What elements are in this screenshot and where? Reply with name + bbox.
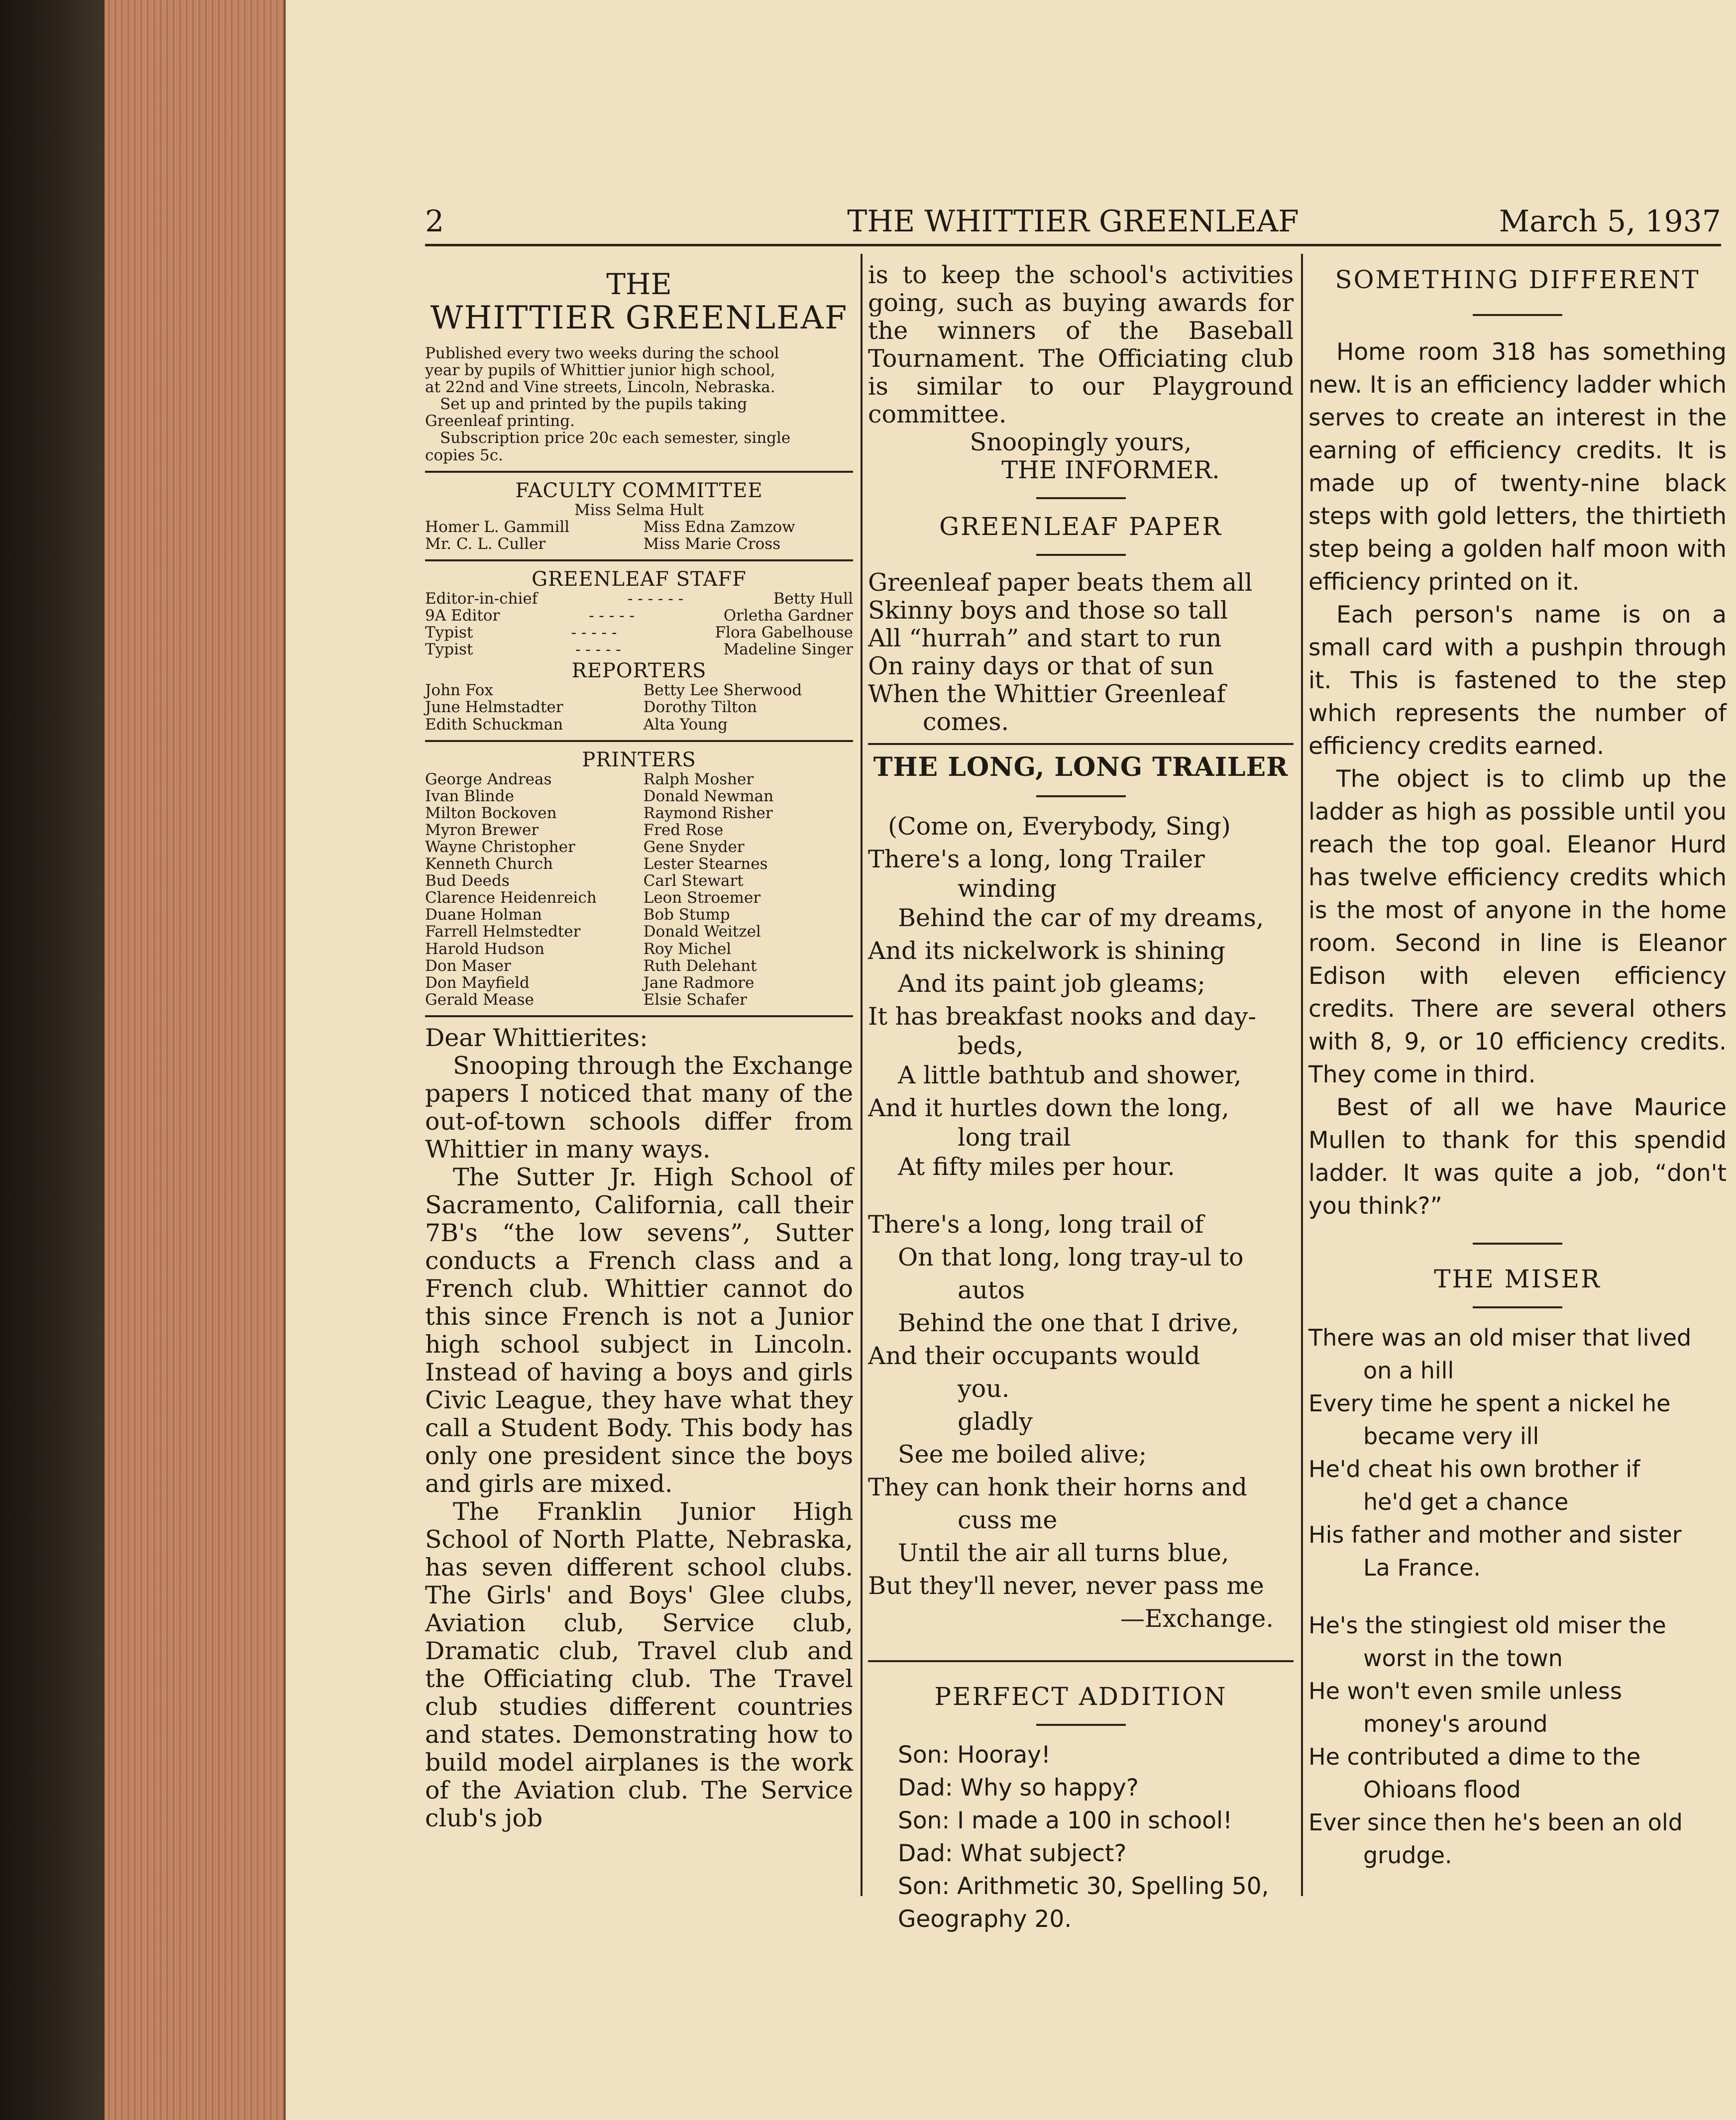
letter-salutation: Dear Whittierites: bbox=[425, 1023, 648, 1052]
dialogue-line: Dad: What subject? bbox=[898, 1840, 1127, 1867]
poem-line: autos bbox=[958, 1276, 1025, 1304]
poem-line: cuss me bbox=[958, 1506, 1058, 1534]
poem-line: See me boiled alive; bbox=[898, 1440, 1147, 1469]
article-rule bbox=[1036, 795, 1126, 797]
poem-line: On rainy days or that of sun bbox=[868, 652, 1214, 680]
printer-name: Carl Stewart bbox=[643, 872, 744, 890]
masthead-rule bbox=[425, 244, 1721, 246]
section-rule bbox=[425, 471, 853, 473]
faculty-heading: FACULTY COMMITTEE bbox=[515, 479, 763, 502]
printer-name: Fred Rose bbox=[643, 821, 724, 839]
reporter-name: Edith Schuckman bbox=[425, 715, 563, 734]
staff-name: Flora Gabelhouse bbox=[715, 624, 853, 642]
something-different-body bbox=[1308, 336, 1727, 1223]
poem-line: long trail bbox=[958, 1123, 1071, 1152]
printers-list bbox=[425, 771, 853, 1008]
poem-line: La France. bbox=[1363, 1554, 1481, 1581]
faculty-name: Homer L. Gammill bbox=[425, 518, 570, 536]
printer-name: Kenneth Church bbox=[425, 855, 553, 873]
poem-line: And their occupants would bbox=[868, 1342, 1200, 1370]
staff-dashes: - - - - - bbox=[571, 624, 617, 642]
poem-line: There's a long, long Trailer bbox=[868, 845, 1205, 873]
dialogue-line: Dad: Why so happy? bbox=[898, 1774, 1139, 1802]
printer-name: Wayne Christopher bbox=[425, 838, 575, 856]
publication-info bbox=[425, 345, 853, 464]
poem-line: gladly bbox=[958, 1407, 1033, 1436]
poem-line: And its nickelwork is shining bbox=[868, 937, 1226, 965]
pub-line: Published every two weeks during the school bbox=[425, 344, 779, 362]
newspaper-page bbox=[286, 0, 1736, 2120]
section-rule bbox=[425, 740, 853, 742]
article-paragraph: Best of all we have Maurice Mullen to thank for this spendid ladder. It was quite a job, “don't you think?” bbox=[1308, 1094, 1727, 1220]
paper-name: THE WHITTIER GREENLEAF bbox=[847, 204, 1299, 239]
miser-poem bbox=[1308, 1321, 1727, 1872]
reporter-name: Alta Young bbox=[643, 715, 728, 734]
article-paragraph: Home room 318 has something new. It is an efficiency ladder which serves to create an interest in the earning of efficiency credits. It is made up of twenty-nine black steps with gold letters, the thirtieth step being a golden half moon with efficiency printed on it. bbox=[1308, 338, 1727, 596]
poem-line: But they'll never, never pass me bbox=[868, 1572, 1264, 1600]
reporters-heading: REPORTERS bbox=[571, 659, 707, 683]
reporter-name: Betty Lee Sherwood bbox=[643, 681, 802, 700]
poem-line: All “hurrah” and start to run bbox=[868, 624, 1222, 652]
article-paragraph: Each person's name is on a small card with a pushpin through it. This is fastened to the step which represents the number of efficiency credits earned. bbox=[1308, 601, 1727, 760]
printer-name: Bud Deeds bbox=[425, 872, 510, 890]
printer-name: Don Maser bbox=[425, 956, 511, 975]
poem-line: On that long, long tray-ul to bbox=[898, 1243, 1244, 1272]
poem-line: There was an old miser that lived bbox=[1308, 1324, 1692, 1351]
faculty-name: Miss Marie Cross bbox=[643, 534, 781, 553]
poem-line: Ohioans flood bbox=[1363, 1776, 1521, 1803]
printer-name: Ralph Mosher bbox=[643, 770, 754, 788]
poem-line: At fifty miles per hour. bbox=[898, 1153, 1175, 1181]
printer-name: Donald Newman bbox=[643, 787, 774, 805]
book-binding bbox=[0, 0, 105, 2120]
section-rule bbox=[868, 743, 1294, 745]
article-rule bbox=[1036, 497, 1126, 499]
issue-date: March 5, 1937 bbox=[1499, 204, 1721, 239]
printers-heading: PRINTERS bbox=[582, 748, 696, 771]
letter-signature: THE INFORMER. bbox=[1001, 456, 1220, 484]
printer-name: Farrell Helmstedter bbox=[425, 923, 581, 941]
letter-paragraph: The Sutter Jr. High School of Sacramento, California, call their 7B's “the low sevens”, Sutter conducts a French class and a French club. Whittier cannot do this since French is not a Junior high school subject in Lincoln. Instead of having a boys and girls Civic League, they have what they call a Student Body. This body has only one president since the boys and girls are mixed. bbox=[425, 1163, 853, 1498]
section-rule bbox=[868, 1660, 1294, 1662]
staff-row bbox=[425, 607, 853, 624]
section-rule bbox=[425, 1015, 853, 1017]
letter-continuation: is to keep the school's activities going, such as buying awards for the winners of the Baseball Tournament. The Officiating club is similar to our Playground committee. bbox=[868, 261, 1294, 428]
section-rule bbox=[425, 559, 853, 561]
poem-line: on a hill bbox=[1363, 1357, 1454, 1384]
column-divider-2 bbox=[1301, 254, 1303, 1896]
faculty-list bbox=[425, 519, 853, 552]
column-1 bbox=[425, 261, 853, 1832]
poem-line: became very ill bbox=[1363, 1423, 1539, 1450]
poem-line: winding bbox=[958, 874, 1057, 903]
poem-line: Ever since then he's been an old bbox=[1308, 1809, 1683, 1836]
printer-name: Lester Stearnes bbox=[643, 855, 768, 873]
page-edges bbox=[105, 0, 286, 2120]
poem-line: Until the air all turns blue, bbox=[898, 1539, 1229, 1567]
letter-paragraph: The Franklin Junior High School of North Platte, Nebraska, has seven different school clubs. The Girls' and Boys' Glee clubs, Aviation club, Service club, Dramatic club, Travel club and the Officiating club. The Travel club studies different countries and states. Demonstrating how to build model airplanes is the work of the Aviation club. The Service club's job bbox=[425, 1497, 853, 1832]
dialogue-line: Son: Arithmetic 30, Spelling 50, bbox=[898, 1873, 1269, 1900]
article-rule bbox=[1036, 1724, 1126, 1726]
poem-line: He's the stingiest old miser the bbox=[1308, 1612, 1666, 1639]
page-number: 2 bbox=[425, 204, 444, 239]
poem-line: you. bbox=[958, 1375, 1010, 1403]
poem-credit: —Exchange. bbox=[1120, 1604, 1274, 1633]
letter-paragraph: Snooping through the Exchange papers I noticed that many of the out-of-town schools differ from Whittier in many ways. bbox=[425, 1051, 853, 1164]
reporter-name: Dorothy Tilton bbox=[643, 698, 757, 717]
trailer-poem bbox=[868, 810, 1294, 1183]
poem-line: he'd get a chance bbox=[1363, 1488, 1569, 1515]
pub-line: Greenleaf printing. bbox=[425, 412, 575, 430]
article-rule bbox=[1473, 1243, 1562, 1245]
poem-line: Greenleaf paper beats them all bbox=[868, 568, 1253, 597]
poem-line: Skinny boys and those so tall bbox=[868, 596, 1228, 625]
poem-line: And it hurtles down the long, bbox=[868, 1094, 1229, 1122]
staff-role: Typist bbox=[425, 624, 473, 642]
staff-dashes: - - - - - bbox=[589, 607, 635, 625]
column-3 bbox=[1308, 261, 1727, 1872]
reporters-list bbox=[425, 682, 853, 733]
staff-name: Orletha Gardner bbox=[723, 607, 853, 625]
poem-line: (Come on, Everybody, Sing) bbox=[888, 812, 1231, 841]
printer-name: Leon Stroemer bbox=[643, 889, 761, 907]
poem-line: And its paint job gleams; bbox=[898, 969, 1206, 998]
poem-line: Behind the one that I drive, bbox=[898, 1309, 1239, 1337]
poem-line: He contributed a dime to the bbox=[1308, 1743, 1641, 1770]
poem-line: comes. bbox=[923, 708, 1009, 736]
printer-name: George Andreas bbox=[425, 770, 552, 788]
poem-line: When the Whittier Greenleaf bbox=[868, 680, 1226, 708]
staff-role: Editor-in-chief bbox=[425, 589, 538, 608]
poem-line: A little bathtub and shower, bbox=[898, 1061, 1242, 1089]
printer-name: Clarence Heidenreich bbox=[425, 889, 597, 907]
perfect-addition-dialogue bbox=[868, 1739, 1294, 1936]
column-divider-1 bbox=[861, 254, 863, 1896]
pub-line: copies 5c. bbox=[425, 446, 503, 464]
nameplate-line-1: THE bbox=[606, 267, 672, 301]
masthead bbox=[425, 204, 1721, 244]
trailer-poem-verse-2 bbox=[868, 1208, 1294, 1635]
poem-line: He'd cheat his own brother if bbox=[1308, 1456, 1640, 1483]
faculty-center: Miss Selma Hult bbox=[574, 501, 704, 519]
printer-name: Ruth Delehant bbox=[643, 956, 757, 975]
poem-line: They can honk their horns and bbox=[868, 1473, 1247, 1501]
printer-name: Elsie Schafer bbox=[643, 990, 747, 1009]
something-different-title: SOMETHING DIFFERENT bbox=[1335, 265, 1700, 294]
staff-row bbox=[425, 641, 853, 658]
staff-role: Typist bbox=[425, 640, 473, 659]
staff-role: 9A Editor bbox=[425, 607, 500, 625]
printer-name: Roy Michel bbox=[643, 940, 732, 958]
printer-name: Gene Snyder bbox=[643, 838, 745, 856]
reporter-name: June Helmstadter bbox=[425, 698, 563, 717]
faculty-name: Miss Edna Zamzow bbox=[643, 518, 795, 536]
poem-line: It has breakfast nooks and day- bbox=[868, 1002, 1257, 1031]
printer-name: Donald Weitzel bbox=[643, 923, 761, 941]
pub-line: at 22nd and Vine streets, Lincoln, Nebraska. bbox=[425, 378, 775, 397]
letter-signoff: Snoopingly yours, bbox=[970, 428, 1192, 456]
printer-name: Gerald Mease bbox=[425, 990, 534, 1009]
greenleaf-paper-title: GREENLEAF PAPER bbox=[939, 512, 1222, 541]
staff-dashes: - - - - - bbox=[575, 640, 621, 659]
printer-name: Milton Bockoven bbox=[425, 804, 557, 822]
letter-body bbox=[425, 1024, 853, 1832]
poem-line: beds, bbox=[958, 1032, 1024, 1060]
dialogue-line: Son: I made a 100 in school! bbox=[898, 1807, 1232, 1834]
poem-line: money's around bbox=[1363, 1710, 1548, 1737]
miser-title: THE MISER bbox=[1434, 1265, 1601, 1293]
printer-name: Duane Holman bbox=[425, 906, 542, 924]
article-rule bbox=[1473, 314, 1562, 316]
pub-line: year by pupils of Whittier junior high school, bbox=[425, 361, 775, 380]
staff-dashes: - - - - - - bbox=[627, 589, 684, 608]
printer-name: Don Mayfield bbox=[425, 973, 530, 992]
reporter-name: John Fox bbox=[425, 681, 493, 700]
column-2 bbox=[868, 261, 1294, 1936]
perfect-addition-title: PERFECT ADDITION bbox=[934, 1682, 1227, 1711]
pub-line: Subscription price 20c each semester, single bbox=[440, 429, 791, 447]
pub-line: Set up and printed by the pupils taking bbox=[440, 395, 748, 414]
nameplate-line-2: WHITTIER GREENLEAF bbox=[430, 300, 848, 336]
article-rule bbox=[1036, 554, 1126, 556]
faculty-name: Mr. C. L. Culler bbox=[425, 534, 546, 553]
poem-line: grudge. bbox=[1363, 1842, 1452, 1869]
greenleaf-paper-poem bbox=[868, 569, 1294, 736]
staff-row bbox=[425, 624, 853, 641]
trailer-title: THE LONG, LONG TRAILER bbox=[873, 752, 1289, 782]
printer-name: Myron Brewer bbox=[425, 821, 539, 839]
article-paragraph: The object is to climb up the ladder as high as possible until you reach the top goal. Eleanor Hurd has twelve efficiency credits which is the most of anyone in the home room. Second in line is Eleanor Edison with eleven efficiency credits. There are several others with 8, 9, or 10 efficiency credits. They come in third. bbox=[1308, 765, 1727, 1088]
printer-name: Harold Hudson bbox=[425, 940, 544, 958]
dialogue-line: Son: Hooray! bbox=[898, 1741, 1051, 1769]
dialogue-line: Geography 20. bbox=[898, 1906, 1072, 1933]
staff-heading: GREENLEAF STAFF bbox=[532, 567, 747, 591]
poem-line: His father and mother and sister bbox=[1308, 1521, 1682, 1548]
printer-name: Jane Radmore bbox=[643, 973, 755, 992]
printer-name: Ivan Blinde bbox=[425, 787, 514, 805]
staff-list bbox=[425, 590, 853, 658]
poem-line: He won't even smile unless bbox=[1308, 1678, 1622, 1704]
staff-name: Madeline Singer bbox=[723, 640, 853, 659]
staff-row bbox=[425, 590, 853, 607]
printer-name: Raymond Risher bbox=[643, 804, 773, 822]
article-rule bbox=[1473, 1306, 1562, 1308]
staff-name: Betty Hull bbox=[773, 589, 853, 608]
poem-line: Every time he spent a nickel he bbox=[1308, 1390, 1671, 1417]
printer-name: Bob Stump bbox=[643, 906, 730, 924]
poem-line: There's a long, long trail of bbox=[868, 1210, 1204, 1239]
poem-line: worst in the town bbox=[1363, 1645, 1563, 1672]
poem-line: Behind the car of my dreams, bbox=[898, 904, 1264, 932]
